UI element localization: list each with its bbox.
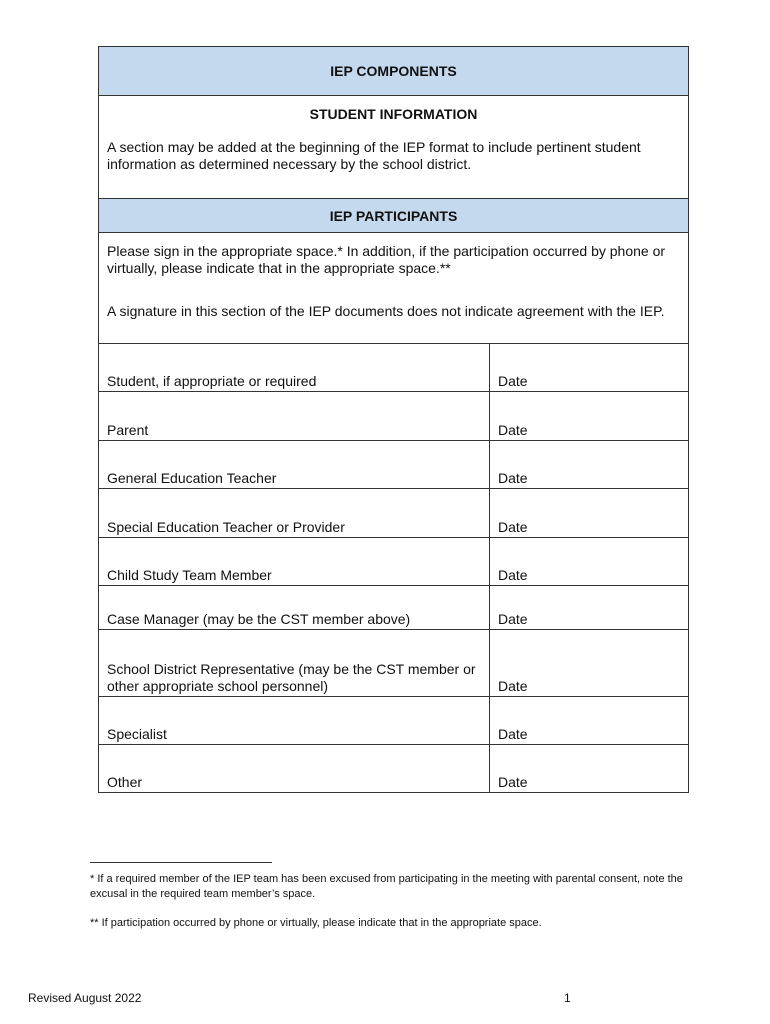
signature-row-special-ed-teacher [99, 488, 688, 537]
student-information-section [99, 96, 688, 198]
footnote-divider [90, 862, 272, 863]
student-information-title: STUDENT INFORMATION [309, 106, 478, 122]
participants-instructions-section [99, 233, 688, 343]
date-field-general-ed-teacher[interactable]: Date [498, 470, 528, 486]
date-field-other[interactable]: Date [498, 774, 528, 790]
student-information-text: A section may be added at the beginning of the IEP format to include pertinent student information as determined necessary by the school district. [107, 139, 641, 172]
signature-field-child-study-team[interactable]: Child Study Team Member [99, 538, 490, 585]
signature-field-case-manager[interactable]: Case Manager (may be the CST member above) [99, 586, 490, 629]
signature-row-child-study-team [99, 537, 688, 585]
iep-components-title: IEP COMPONENTS [330, 63, 457, 79]
signature-row-specialist [99, 696, 688, 744]
revision-date: Revised August 2022 [28, 991, 142, 1005]
iep-participants-title: IEP PARTICIPANTS [329, 207, 458, 224]
signature-row-general-ed-teacher [99, 440, 688, 488]
date-field-child-study-team[interactable]: Date [498, 567, 528, 583]
date-field-special-ed-teacher[interactable]: Date [498, 519, 528, 535]
signature-row-district-representative [99, 629, 688, 696]
signature-field-special-ed-teacher[interactable]: Special Education Teacher or Provider [99, 489, 490, 537]
iep-components-header [99, 47, 688, 96]
date-field-parent[interactable]: Date [498, 422, 528, 438]
signature-field-district-representative[interactable]: School District Representative (may be the CST member or other appropriate school personnel) [99, 630, 490, 696]
iep-participants-header [99, 198, 688, 233]
date-field-case-manager[interactable]: Date [498, 611, 528, 627]
signature-row-parent [99, 391, 688, 440]
signature-field-other[interactable]: Other [99, 745, 490, 792]
signature-field-student[interactable]: Student, if appropriate or required [99, 344, 490, 391]
footnote-excusal: * If a required member of the IEP team has been excused from participating in the meeting with parental consent, note the excusal in the required team member’s space. [90, 873, 683, 900]
signature-row-other [99, 744, 688, 792]
participants-instructions: Please sign in the appropriate space.* In addition, if the participation occurred by phone or virtually, please indicate that in the appropriate space.** [107, 243, 666, 276]
participants-agreement-note: A signature in this section of the IEP documents does not indicate agreement with the IEP. [107, 303, 665, 319]
signature-row-student [99, 343, 688, 391]
signature-field-specialist[interactable]: Specialist [99, 697, 490, 744]
date-field-specialist[interactable]: Date [498, 726, 528, 742]
date-field-district-representative[interactable]: Date [498, 678, 528, 694]
footnote-virtual-participation: ** If participation occurred by phone or virtually, please indicate that in the appropriate space. [90, 917, 542, 929]
iep-form-table [98, 46, 689, 793]
date-field-student[interactable]: Date [498, 373, 528, 389]
signature-field-parent[interactable]: Parent [99, 392, 490, 440]
page-number: 1 [564, 991, 571, 1005]
signature-field-general-ed-teacher[interactable]: General Education Teacher [99, 441, 490, 488]
signature-row-case-manager [99, 585, 688, 629]
